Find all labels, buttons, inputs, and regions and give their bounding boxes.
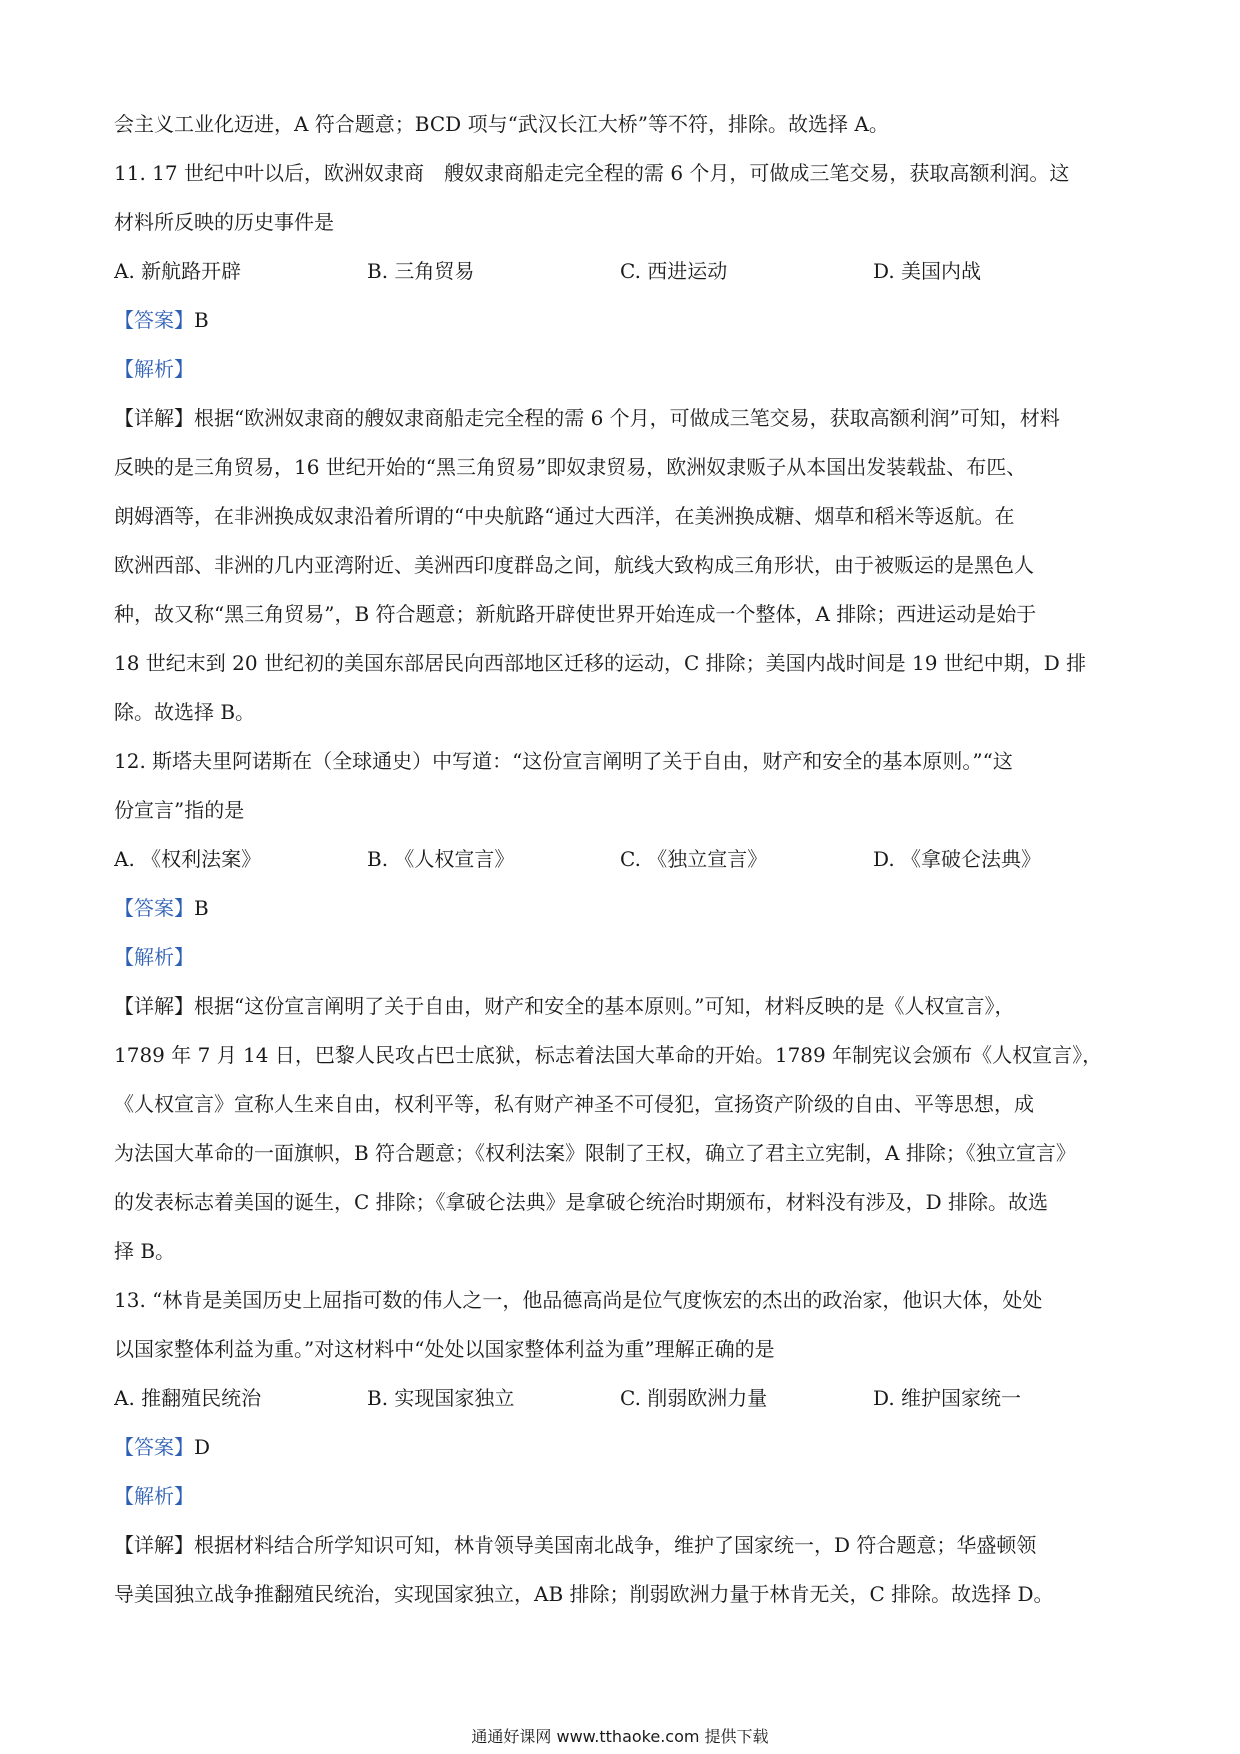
text-line: 会主义工业化迈进，A 符合题意；BCD 项与“武汉长江大桥”等不符，排除。故选择 A。 (114, 112, 889, 136)
question-12-answer (114, 884, 1126, 933)
text-line: 除。故选择 B。 (114, 700, 256, 724)
question-11-stem-line: 11. 17 世纪中叶以后，欧洲奴隶商 艘奴隶商船走完全程的需 6 个月，可做成三笔交易，获取高额利润。这 (114, 161, 1070, 185)
question-13-stem-line: 13. “林肯是美国历史上屈指可数的伟人之一，他品德高尚是位气度恢宏的杰出的政治家，他识大体，处处 (114, 1288, 1043, 1312)
question-12-stem-line: 份宣言”指的是 (114, 798, 245, 822)
question-13-analysis (114, 1472, 1126, 1521)
analysis-tag: 【解析】 (114, 357, 194, 381)
question-12-detail-line (114, 982, 1126, 1031)
option-a: A. 新航路开辟 (114, 259, 242, 283)
question-13-answer (114, 1423, 1126, 1472)
text-line: 导美国独立战争推翻殖民统治，实现国家独立，AB 排除；削弱欧洲力量于林肯无关，C 排除。故选择 D。 (114, 1582, 1054, 1606)
option-a: A. 《权利法案》 (114, 847, 262, 871)
question-12-options (114, 835, 1126, 884)
text-line: 《人权宣言》宣称人生来自由，权利平等，私有财产神圣不可侵犯，宣扬资产阶级的自由、平等思想，成 (114, 1092, 1034, 1116)
question-11-detail-line (114, 394, 1126, 443)
detail-text: 根据“欧洲奴隶商的艘奴隶商船走完全程的需 6 个月，可做成三笔交易，获取高额利润”可知，材料 (194, 406, 1060, 430)
question-13-detail-line (114, 1521, 1126, 1570)
detail-text: 根据“这份宣言阐明了关于自由，财产和安全的基本原则。”可知，材料反映的是《人权宣言》， (194, 994, 1015, 1018)
text-line: 欧洲西部、非洲的几内亚湾附近、美洲西印度群岛之间，航线大致构成三角形状，由于被贩运的是黑色人 (114, 553, 1034, 577)
analysis-tag: 【解析】 (114, 1484, 194, 1508)
question-11-analysis (114, 345, 1126, 394)
question-11-options (114, 247, 1126, 296)
option-b: B. 实现国家独立 (367, 1386, 515, 1410)
text-line: 反映的是三角贸易，16 世纪开始的“黑三角贸易”即奴隶贸易，欧洲奴隶贩子从本国出发装载盐、布匹、 (114, 455, 1027, 479)
answer-tag: 【答案】 (114, 1435, 194, 1459)
option-d: D. 《拿破仑法典》 (873, 847, 1042, 871)
text-line: 种，故又称“黑三角贸易”，B 符合题意；新航路开辟使世界开始连成一个整体，A 排除；西进运动是始于 (114, 602, 1037, 626)
text-line: 择 B。 (114, 1239, 176, 1263)
question-11-answer (114, 296, 1126, 345)
detail-tag: 【详解】 (114, 994, 194, 1018)
option-c: C. 削弱欧洲力量 (620, 1386, 768, 1410)
analysis-tag: 【解析】 (114, 945, 194, 969)
option-d: D. 美国内战 (873, 259, 982, 283)
question-11-stem-line: 材料所反映的历史事件是 (114, 210, 334, 234)
question-13-options (114, 1374, 1126, 1423)
answer-value: B (194, 896, 209, 920)
answer-value: B (194, 308, 209, 332)
option-c: C. 《独立宣言》 (620, 847, 768, 871)
answer-value: D (194, 1435, 211, 1459)
text-line: 的发表标志着美国的诞生，C 排除；《拿破仑法典》是拿破仑统治时期颁布，材料没有涉及，D 排除。故选 (114, 1190, 1049, 1214)
page-footer: 通通好课网 www.tthaoke.com 提供下载 (471, 1727, 769, 1746)
option-b: B. 《人权宣言》 (367, 847, 515, 871)
document-body (114, 100, 1126, 1619)
option-d: D. 维护国家统一 (873, 1386, 1022, 1410)
option-c: C. 西进运动 (620, 259, 728, 283)
detail-tag: 【详解】 (114, 406, 194, 430)
answer-tag: 【答案】 (114, 896, 194, 920)
detail-tag: 【详解】 (114, 1533, 194, 1557)
question-12-stem-line: 12. 斯塔夫里阿诺斯在（全球通史）中写道：“这份宣言阐明了关于自由，财产和安全的基本原则。”“这 (114, 749, 1013, 773)
text-line: 1789 年 7 月 14 日，巴黎人民攻占巴士底狱，标志着法国大革命的开始。1789 年制宪议会颁布《人权宣言》， (114, 1043, 1103, 1067)
question-12-analysis (114, 933, 1126, 982)
text-line: 朗姆酒等，在非洲换成奴隶沿着所谓的“中央航路“通过大西洋，在美洲换成糖、烟草和稻米等返航。在 (114, 504, 1015, 528)
text-line: 18 世纪末到 20 世纪初的美国东部居民向西部地区迁移的运动，C 排除；美国内战时间是 19 世纪中期，D 排 (114, 651, 1087, 675)
question-13-stem-line: 以国家整体利益为重。”对这材料中“处处以国家整体利益为重”理解正确的是 (114, 1337, 775, 1361)
text-line: 为法国大革命的一面旗帜，B 符合题意；《权利法案》限制了王权，确立了君主立宪制，A 排除；《独立宣言》 (114, 1141, 1076, 1165)
option-a: A. 推翻殖民统治 (114, 1386, 262, 1410)
answer-tag: 【答案】 (114, 308, 194, 332)
option-b: B. 三角贸易 (367, 259, 475, 283)
detail-text: 根据材料结合所学知识可知，林肯领导美国南北战争，维护了国家统一，D 符合题意；华盛顿领 (194, 1533, 1037, 1557)
